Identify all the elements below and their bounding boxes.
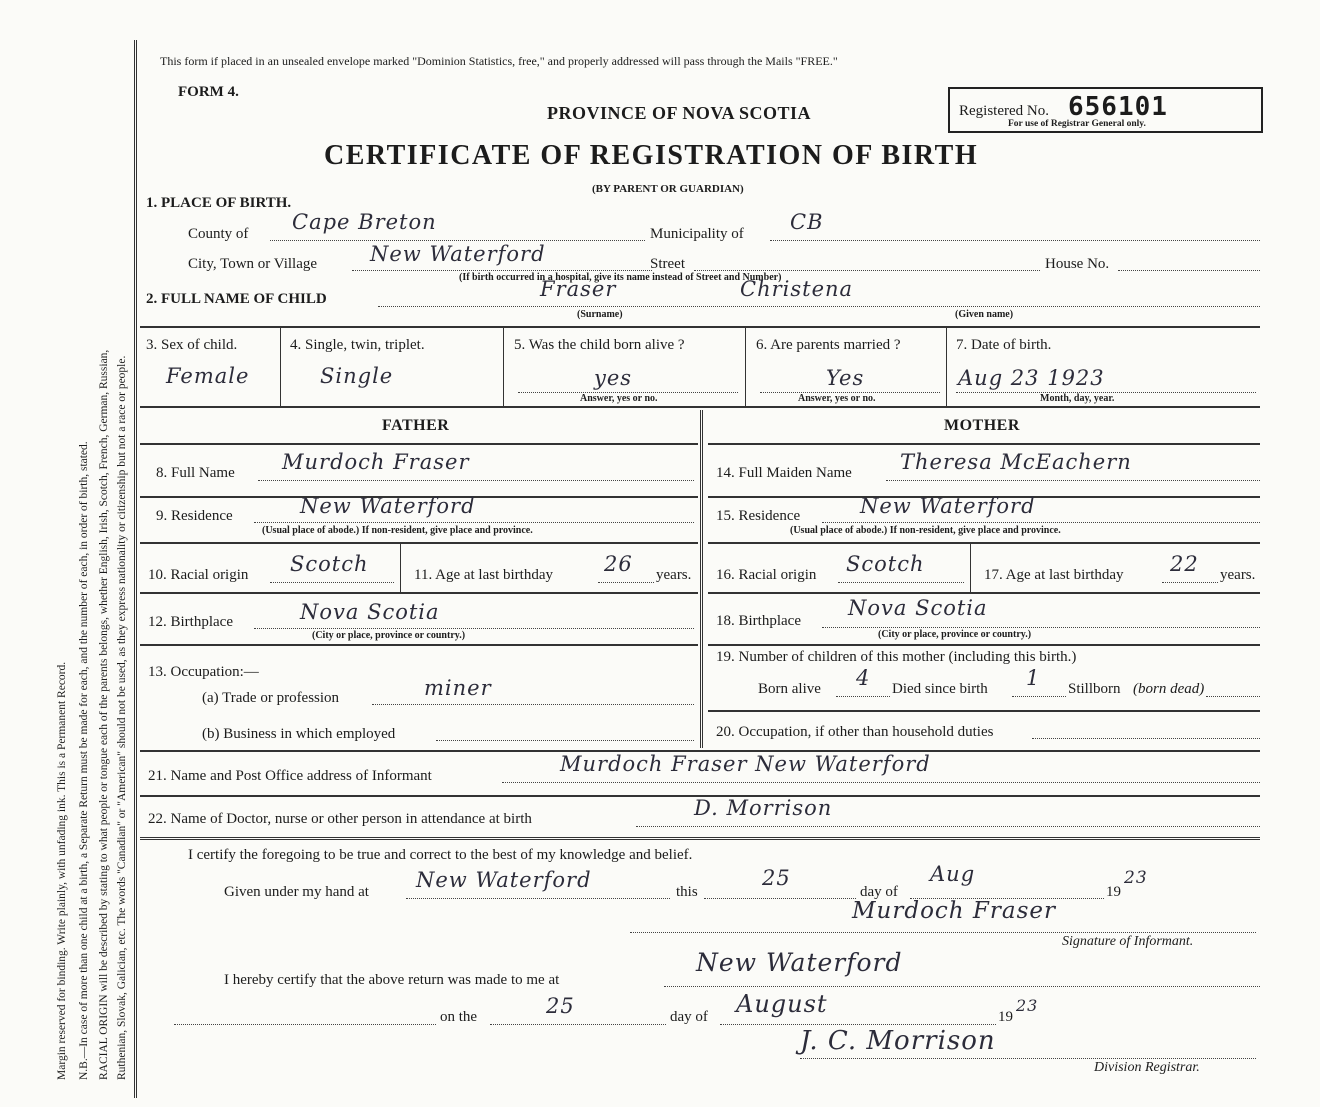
parents-married-value: Yes [826, 366, 865, 390]
registrar-year-prefix: 19 [998, 1009, 1013, 1025]
registrar-note: For use of Registrar General only. [1008, 119, 1146, 129]
margin-note-multiple-births: N.B.—In case of more than one child at a birth, a Separate Return must be made for each, and the number of each, in order of birth, stated. [78, 441, 90, 1080]
doctor-value: D. Morrison [694, 796, 833, 820]
child-name-label: 2. FULL NAME OF CHILD [146, 291, 327, 307]
child-given-name-value: Christena [740, 277, 854, 301]
father-racial-origin-label: 10. Racial origin [148, 567, 249, 583]
mother-years-label: years. [1220, 567, 1256, 583]
answer-note-married: Answer, yes or no. [798, 393, 876, 404]
city-label: City, Town or Village [188, 256, 318, 272]
born-alive-count-value: 4 [856, 666, 871, 690]
mother-birthplace-note: (City or place, province or country.) [878, 629, 1032, 640]
registered-number-box [948, 87, 1263, 133]
sex-value: Female [166, 364, 250, 388]
doctor-label: 22. Name of Doctor, nurse or other person in attendance at birth [148, 811, 532, 827]
given-day-value: 25 [762, 866, 791, 890]
mother-occupation-label: 20. Occupation, if other than household duties [716, 724, 994, 740]
this-label: this [676, 884, 698, 900]
given-day-of-label: day of [860, 884, 898, 900]
given-year-prefix: 19 [1106, 884, 1121, 900]
place-of-birth-heading: 1. PLACE OF BIRTH. [146, 195, 292, 211]
child-surname-value: Fraser [540, 277, 617, 301]
registrar-on-the-label: on the [440, 1009, 478, 1025]
father-occupation-label: 13. Occupation:— [148, 664, 259, 680]
registrar-signature: J. C. Morrison [800, 1026, 996, 1056]
mother-birthplace-value: Nova Scotia [848, 596, 988, 620]
father-heading: FATHER [382, 417, 450, 434]
answer-note-alive: Answer, yes or no. [580, 393, 658, 404]
given-year-value: 23 [1124, 868, 1148, 888]
registrar-statement: I hereby certify that the above return was made to me at [224, 972, 560, 988]
given-month-value: Aug [930, 862, 976, 886]
date-of-birth-label: 7. Date of birth. [956, 337, 1052, 353]
plurality-value: Single [320, 364, 394, 388]
father-age-label: 11. Age at last birthday [414, 567, 553, 583]
father-age-value: 26 [604, 552, 633, 576]
father-years-label: years. [656, 567, 692, 583]
county-value: Cape Breton [292, 210, 437, 234]
registrar-caption: Division Registrar. [1094, 1060, 1200, 1075]
father-name-value: Murdoch Fraser [282, 450, 470, 474]
registrar-day-value: 25 [546, 994, 575, 1018]
street-label: Street [650, 256, 685, 272]
father-name-label: 8. Full Name [156, 465, 235, 481]
province-title: PROVINCE OF NOVA SCOTIA [547, 103, 812, 123]
registered-number-value: 656101 [1068, 92, 1168, 122]
plurality-label: 4. Single, twin, triplet. [290, 337, 425, 353]
margin-note-binding: Margin reserved for binding. Write plainly, with unfading ink. This is a Permanent Record. [56, 661, 68, 1080]
given-name-note: (Given name) [955, 309, 1014, 320]
city-value: New Waterford [370, 242, 546, 266]
mother-birthplace-label: 18. Birthplace [716, 613, 801, 629]
margin-note-nationality: Ruthenian, Slovak, Galician, etc. The words "Canadian" or "American" should not be used, as they express nationality or citizenship but not a race or people. [116, 355, 128, 1080]
died-since-birth-value: 1 [1026, 666, 1041, 690]
surname-note: (Surname) [577, 309, 623, 320]
mother-residence-value: New Waterford [860, 494, 1036, 518]
father-birthplace-value: Nova Scotia [300, 600, 440, 624]
mother-heading: MOTHER [944, 417, 1020, 434]
mother-name-value: Theresa McEachern [900, 450, 1132, 474]
date-of-birth-value: Aug 23 1923 [958, 366, 1105, 390]
mother-age-label: 17. Age at last birthday [984, 567, 1124, 583]
mother-name-label: 14. Full Maiden Name [716, 465, 852, 481]
father-trade-value: miner [424, 676, 492, 700]
father-residence-label: 9. Residence [156, 508, 233, 524]
stillborn-note: (born dead) [1133, 681, 1205, 697]
born-alive-count-label: Born alive [758, 681, 821, 697]
died-since-birth-label: Died since birth [892, 681, 988, 697]
hospital-note: (If birth occurred in a hospital, give its name instead of Street and Number) [459, 272, 782, 283]
given-place-value: New Waterford [416, 868, 592, 892]
father-residence-value: New Waterford [300, 494, 476, 518]
mother-racial-origin-value: Scotch [846, 552, 925, 576]
mother-residence-label: 15. Residence [716, 508, 801, 524]
father-birthplace-label: 12. Birthplace [148, 614, 233, 630]
registrar-year-value: 23 [1016, 996, 1039, 1015]
municipality-label: Municipality of [650, 226, 744, 242]
certificate-title: CERTIFICATE OF REGISTRATION OF BIRTH [324, 140, 979, 171]
certificate-subtitle: (BY PARENT OR GUARDIAN) [592, 183, 744, 195]
registered-number-label: Registered No. [959, 103, 1049, 119]
mother-residence-note: (Usual place of abode.) If non-resident, give place and province. [790, 525, 1061, 536]
certification-statement: I certify the foregoing to be true and correct to the best of my knowledge and belief. [188, 847, 693, 863]
father-business-label: (b) Business in which employed [202, 726, 396, 742]
father-racial-origin-value: Scotch [290, 552, 369, 576]
stillborn-label: Stillborn [1068, 681, 1121, 697]
municipality-value: CB [790, 210, 824, 234]
parents-married-question: 6. Are parents married ? [756, 337, 901, 353]
father-trade-label: (a) Trade or profession [202, 690, 340, 706]
informant-value: Murdoch Fraser New Waterford [560, 752, 931, 776]
mother-age-value: 22 [1170, 552, 1199, 576]
left-border [134, 40, 137, 1098]
county-label: County of [188, 226, 249, 242]
informant-signature: Murdoch Fraser [852, 898, 1057, 924]
house-number-label: House No. [1045, 256, 1110, 272]
father-birthplace-note: (City or place, province or country.) [312, 630, 466, 641]
mother-racial-origin-label: 16. Racial origin [716, 567, 817, 583]
registrar-day-of-label: day of [670, 1009, 708, 1025]
born-alive-value: yes [594, 366, 633, 390]
mother-children-label: 19. Number of children of this mother (including this birth.) [716, 649, 1077, 665]
given-under-hand-label: Given under my hand at [224, 884, 369, 900]
registrar-month-value: August [736, 990, 828, 1018]
mail-notice: This form if placed in an unsealed envelope marked "Dominion Statistics, free," and properly addressed will pass through the Mails "FREE." [160, 54, 838, 68]
informant-signature-caption: Signature of Informant. [1062, 934, 1194, 949]
father-residence-note: (Usual place of abode.) If non-resident, give place and province. [262, 525, 533, 536]
registrar-place-value: New Waterford [696, 948, 903, 977]
margin-note-racial-origin: RACIAL ORIGIN will be described by stating to what people or tongue each of the parents belongs, whether English, Irish, Scotch, French, German, Russian, [98, 349, 110, 1080]
born-alive-question: 5. Was the child born alive ? [514, 337, 685, 353]
sex-label: 3. Sex of child. [146, 337, 238, 353]
informant-label: 21. Name and Post Office address of Informant [148, 768, 432, 784]
date-format-note: Month, day, year. [1040, 393, 1115, 404]
form-number: FORM 4. [178, 84, 239, 100]
